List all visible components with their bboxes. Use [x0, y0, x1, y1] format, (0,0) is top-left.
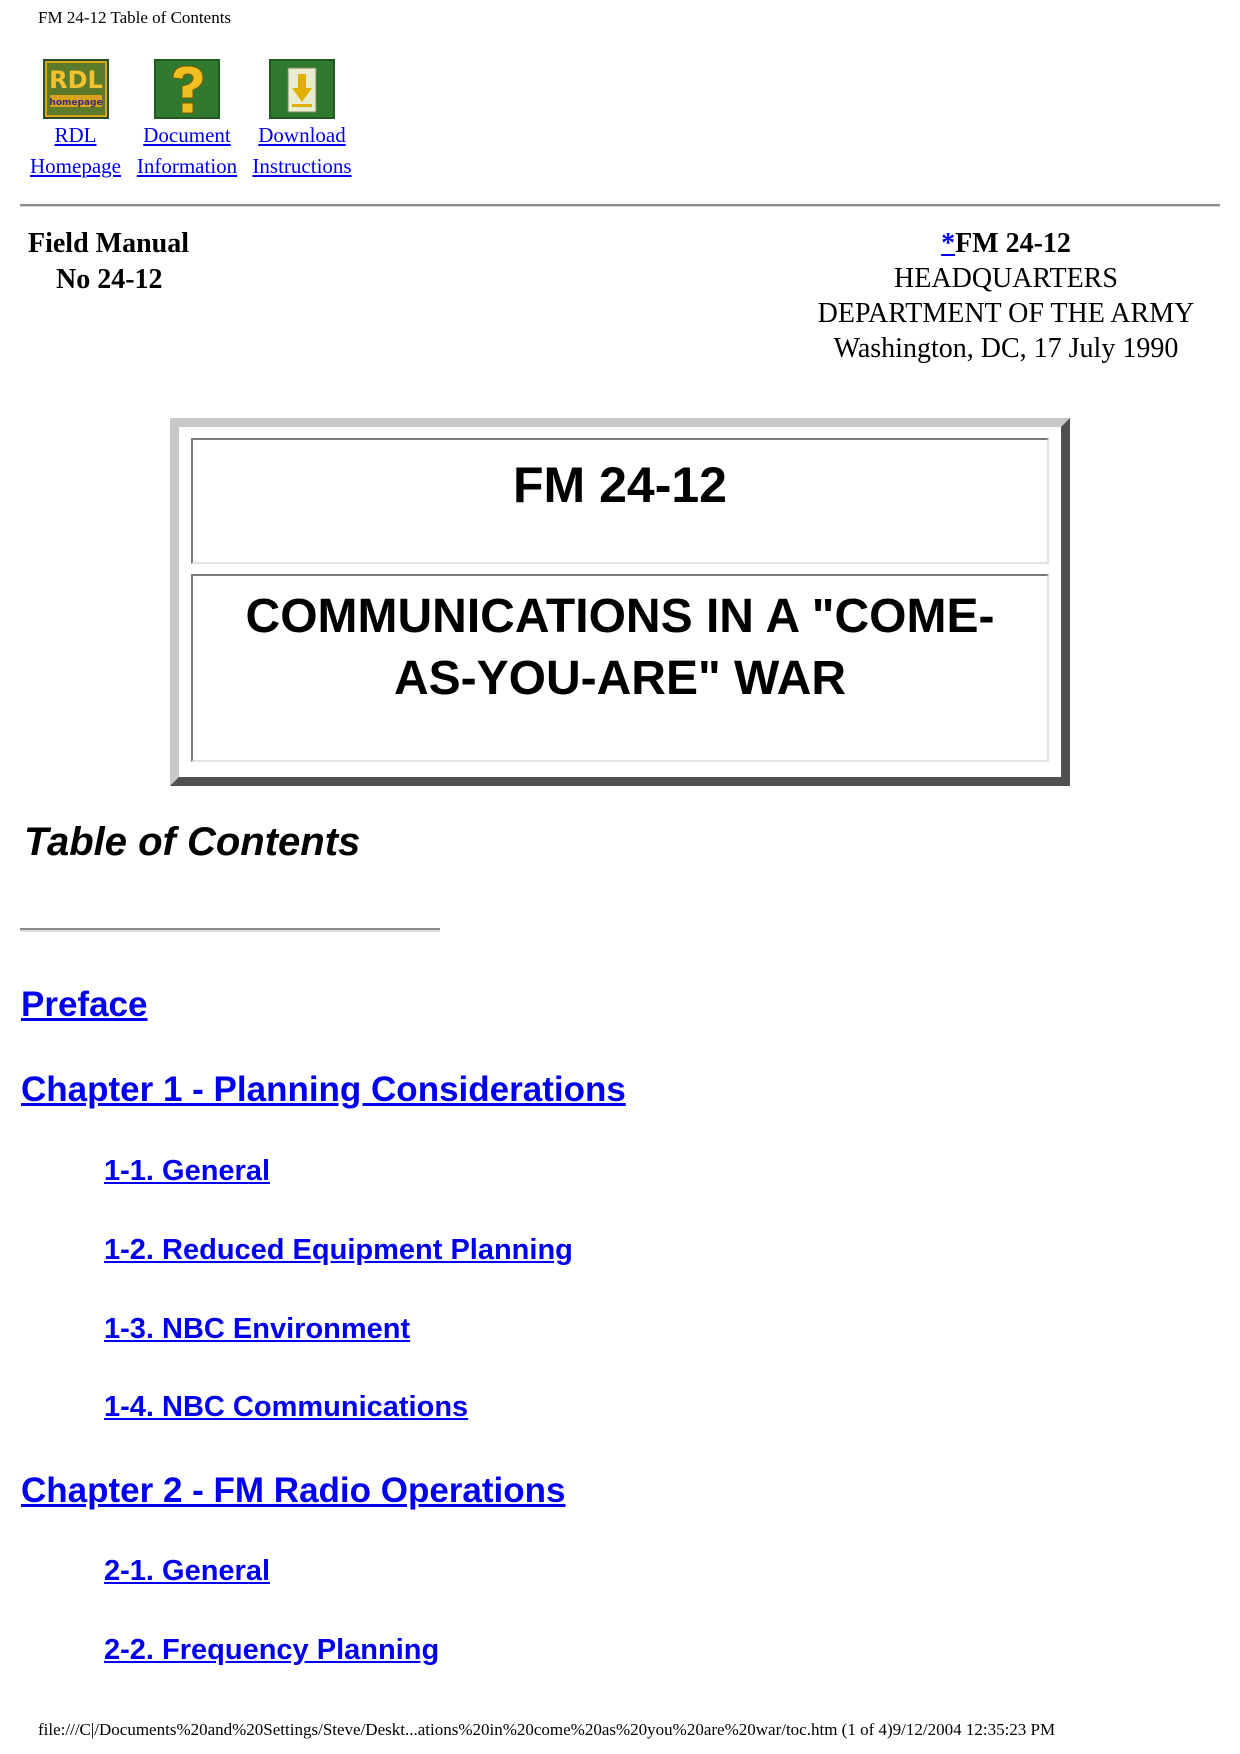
rdl-logo-icon	[42, 58, 110, 120]
svg-text:RDL: RDL	[48, 66, 103, 94]
svg-text:homepage: homepage	[48, 98, 103, 108]
toc-link-1-3[interactable]: 1-3. NBC Environment	[104, 1313, 411, 1345]
toc-link-chapter-2[interactable]: Chapter 2 - FM Radio Operations	[21, 1471, 566, 1510]
toc-link-preface[interactable]: Preface	[21, 985, 148, 1024]
field-manual-label	[28, 226, 189, 298]
toc-link-1-2[interactable]: 1-2. Reduced Equipment Planning	[104, 1234, 573, 1266]
nav-download-instructions[interactable]	[247, 58, 357, 182]
nav-rdl-line1[interactable]: RDL	[54, 123, 97, 147]
issuing-authority	[796, 226, 1216, 366]
toc-link-1-4[interactable]: 1-4. NBC Communications	[104, 1391, 469, 1423]
toc-heading: Table of Contents	[24, 820, 361, 864]
nav-rdl-line2[interactable]: Homepage	[30, 154, 121, 178]
manual-number: FM 24-12	[955, 228, 1071, 259]
question-mark-icon	[153, 58, 221, 120]
print-footer: file:///C|/Documents%20and%20Settings/Steve/Deskt...ations%20in%20come%20as%20you%20are%20war/toc.htm (1 of 4)9/12/2004 12:35:23 PM	[38, 1720, 1056, 1739]
nav-doc-line2[interactable]: Information	[136, 154, 238, 178]
toc-rule	[20, 928, 440, 932]
nav-dl-line1[interactable]: Download	[258, 123, 346, 147]
toc-link-chapter-1[interactable]: Chapter 1 - Planning Considerations	[21, 1070, 626, 1109]
doc-title-cell	[191, 574, 1049, 762]
location-date-line: Washington, DC, 17 July 1990	[833, 333, 1179, 364]
title-box	[170, 418, 1070, 786]
nav-rdl-homepage[interactable]	[24, 58, 127, 182]
nav-dl-line2[interactable]: Instructions	[252, 154, 352, 178]
toc-link-2-2[interactable]: 2-2. Frequency Planning	[104, 1634, 440, 1666]
download-arrow-icon	[268, 58, 336, 120]
asterisk-footnote-link[interactable]: *	[941, 228, 956, 259]
nav-doc-line1[interactable]: Document	[143, 123, 231, 147]
doc-title: COMMUNICATIONS IN A "COME-AS-YOU-ARE" WAR	[245, 590, 995, 705]
horizontal-rule	[20, 204, 1220, 207]
toc-link-2-1[interactable]: 2-1. General	[104, 1555, 271, 1587]
manual-number-line	[796, 226, 1216, 261]
headquarters-line: HEADQUARTERS	[894, 263, 1118, 294]
field-manual-line1: Field Manual	[28, 228, 190, 259]
field-manual-line2: No 24-12	[56, 264, 163, 295]
doc-id: FM 24-12	[513, 457, 727, 513]
toc-link-1-1[interactable]: 1-1. General	[104, 1155, 271, 1187]
nav-document-information[interactable]	[132, 58, 242, 182]
print-header: FM 24-12 Table of Contents	[38, 8, 232, 27]
doc-id-cell	[191, 438, 1049, 564]
department-line: DEPARTMENT OF THE ARMY	[817, 298, 1195, 329]
